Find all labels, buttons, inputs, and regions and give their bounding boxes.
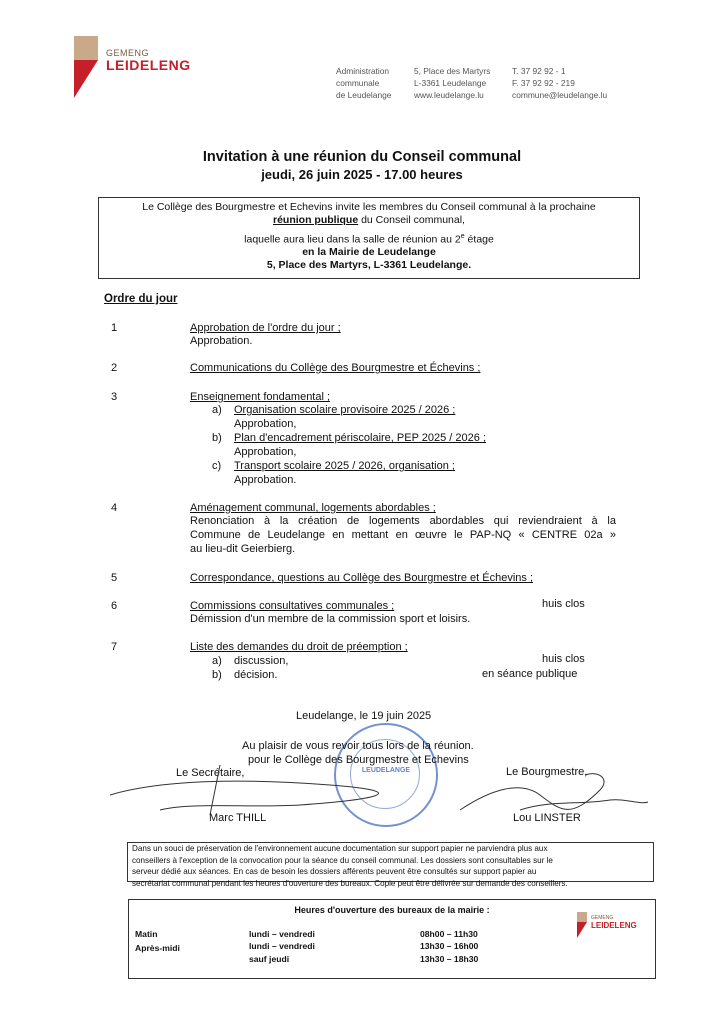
secretary-role: Le Secrétaire, <box>176 767 245 779</box>
sub-item-letter: b) <box>212 432 222 444</box>
closed-session-note: huis clos <box>542 653 585 665</box>
agenda-item-title: Enseignement fondamental ; <box>190 391 331 403</box>
logo-gemeng-text: GEMENG <box>106 48 150 58</box>
invitation-box: Le Collège des Bourgmestre et Echevins invite les membres du Conseil communal à la prochaine réunion publique du Conseil communal, laquelle aura lieu dans la salle de réunion au 2e étage en la Mairie de Leudelange 5, Place des Martyrs, L-3361 Leudelange. <box>98 197 640 279</box>
public-session-note: en séance publique <box>482 668 578 680</box>
sub-item-body: discussion, <box>234 655 289 667</box>
agenda-item-number: 7 <box>111 641 118 653</box>
mayor-role: Le Bourgmestre, <box>506 766 588 778</box>
commune-logo <box>74 36 194 100</box>
agenda-item-title: Commissions consultatives communales ; <box>190 600 395 612</box>
environment-notice: Dans un souci de préservation de l'environnement aucune documentation sur support papier ne parviendra plus aux conseillers à l'exception de la convocation pour la séance du conseil communal. Les dossiers sont consultables sur le serveur dédié aux séances. En cas de besoin les dossiers afférents peuvent être consultés sur support papier au secrétariat communal pendant les heures d'ouverture des bureaux. Copie peut être délivrée sur demande des conseillers. <box>127 842 654 882</box>
hours-days: lundi – vendredi <box>249 929 315 939</box>
opening-hours-box <box>128 899 656 979</box>
address-column-administration: Administration communale de Leudelange <box>336 66 392 100</box>
sub-item-body: Approbation, <box>234 418 297 430</box>
meeting-date: jeudi, 26 juin 2025 - 17.00 heures <box>261 167 463 182</box>
sub-item-letter: c) <box>212 460 222 472</box>
agenda-item-title: Communications du Collège des Bourgmestre et Échevins ; <box>190 362 481 374</box>
address-column-contact: T. 37 92 92 - 1 F. 37 92 92 - 219 commune@leudelange.lu <box>512 66 608 100</box>
hours-period: Matin <box>135 929 158 939</box>
agenda-item-body: au lieu-dit Geierbierg. <box>190 543 296 555</box>
sub-item-body: Approbation. <box>234 474 297 486</box>
small-commune-logo: GEMENG LEIDELENG <box>577 912 647 946</box>
address-column-street: 5, Place des Martyrs L-3361 Leudelange www.leudelange.lu <box>414 66 491 100</box>
agenda-heading: Ordre du jour <box>104 293 178 305</box>
hours-time: 08h00 – 11h30 <box>420 929 478 939</box>
place-date: Leudelange, le 19 juin 2025 <box>296 710 432 722</box>
closed-session-note: huis clos <box>542 598 585 610</box>
sub-item-letter: a) <box>212 404 222 416</box>
stamp-text: LEUDELANGE <box>361 767 411 774</box>
secretary-name: Marc THILL <box>209 812 267 824</box>
agenda-item-body: Démission d'un membre de la commission sport et loisirs. <box>190 613 471 625</box>
sub-item-title: Plan d'encadrement périscolaire, PEP 2025 / 2026 ; <box>234 432 487 444</box>
agenda-item-title: Approbation de l'ordre du jour ; <box>190 322 341 334</box>
sub-item-letter: a) <box>212 655 222 667</box>
opening-hours-title: Heures d'ouverture des bureaux de la mairie : <box>294 905 490 915</box>
logo-leideleng-text: LEIDELENG <box>106 57 191 73</box>
agenda-item-title: Aménagement communal, logements abordables ; <box>190 502 436 514</box>
closing-line: Au plaisir de vous revoir tous lors de la réunion. <box>242 740 474 752</box>
website-link[interactable]: www.leudelange.lu <box>414 90 484 100</box>
sub-item-body: Approbation, <box>234 446 297 458</box>
email-link[interactable]: commune@leudelange.lu <box>512 90 608 100</box>
agenda-item-number: 5 <box>111 572 118 584</box>
agenda-item-title: Liste des demandes du droit de préemption ; <box>190 641 408 653</box>
agenda-item-body: Commune de Leudelange en mettant en œuvre le PAP-NQ « CENTRE 02a » <box>190 529 616 541</box>
sub-item-body: décision. <box>234 669 278 681</box>
closing-signatory-line: pour le Collège des Bourgmestre et Echevins <box>248 754 469 766</box>
hours-days: lundi – vendredi <box>249 941 315 951</box>
document-title: Invitation à une réunion du Conseil communal <box>202 149 522 165</box>
agenda-item-number: 4 <box>111 502 118 514</box>
agenda-item-body: Approbation. <box>190 335 253 347</box>
agenda-item-title: Correspondance, questions au Collège des Bourgmestre et Échevins ; <box>190 572 534 584</box>
sub-item-letter: b) <box>212 669 222 681</box>
hours-time: 13h30 – 18h30 <box>420 954 479 964</box>
agenda-item-number: 6 <box>111 600 118 612</box>
sub-item-title: Transport scolaire 2025 / 2026, organisation ; <box>234 460 455 472</box>
hours-time: 13h30 – 16h00 <box>420 941 479 951</box>
logo-square <box>74 36 98 60</box>
logo-red-triangle <box>74 60 98 98</box>
hours-days: sauf jeudi <box>249 954 290 964</box>
hours-period: Après-midi <box>135 943 180 953</box>
sub-item-title: Organisation scolaire provisoire 2025 / 2026 ; <box>234 404 456 416</box>
agenda-item-body: Renonciation à la création de logements abordables qui reviendraient à la <box>190 515 616 527</box>
agenda-item-number: 2 <box>111 362 118 374</box>
public-meeting-label: réunion publique <box>273 214 359 226</box>
mayor-name: Lou LINSTER <box>513 812 581 824</box>
agenda-item-number: 1 <box>111 322 118 334</box>
agenda-item-number: 3 <box>111 391 118 403</box>
